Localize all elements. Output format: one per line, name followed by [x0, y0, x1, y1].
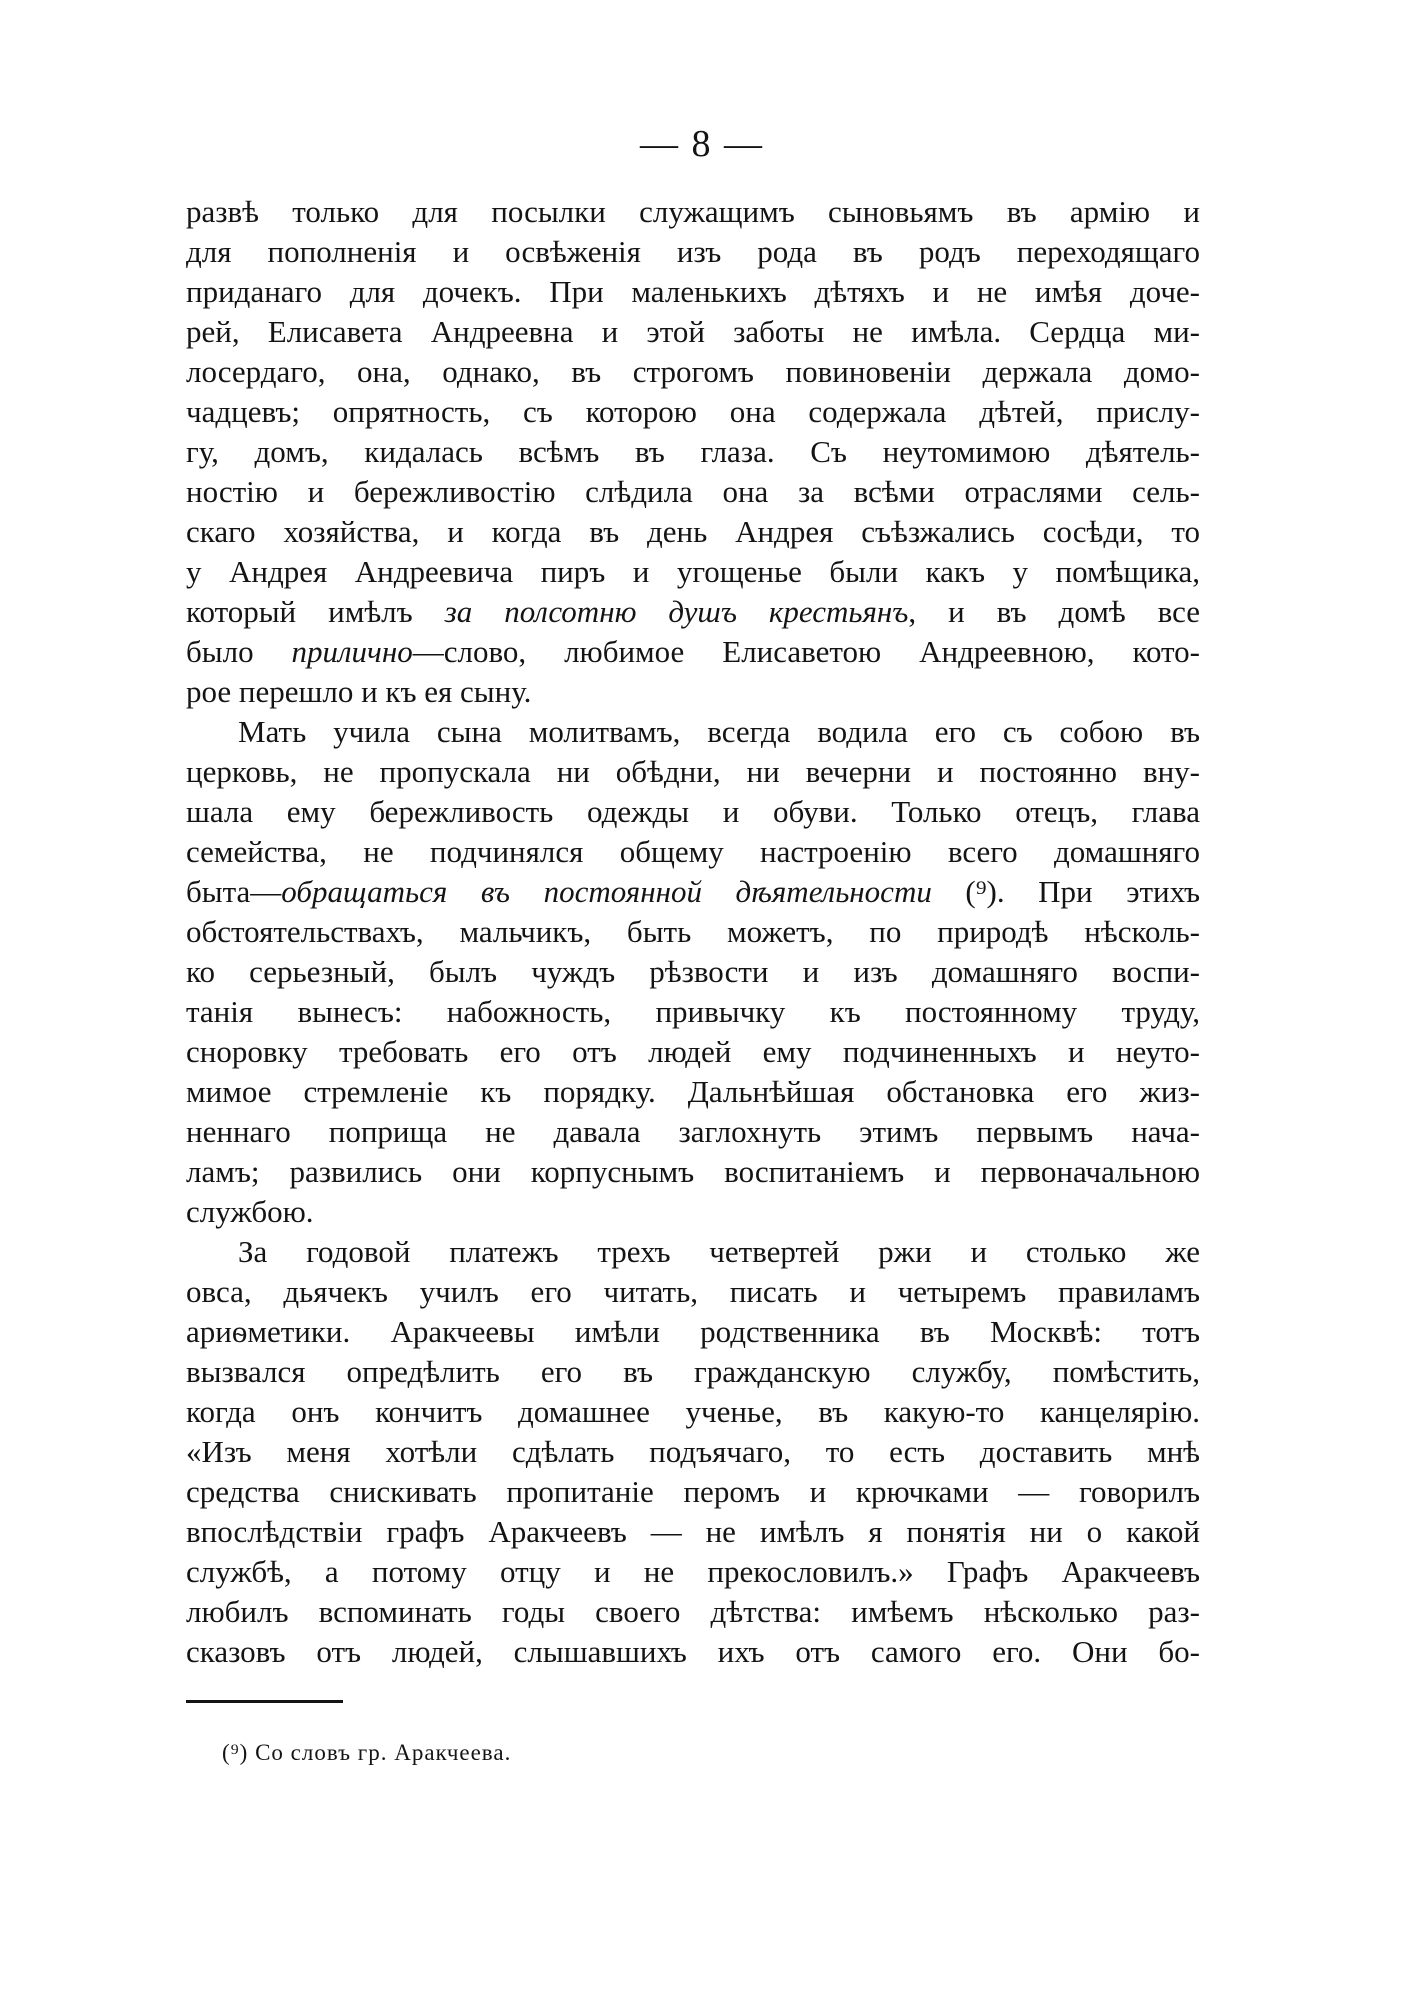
- text-segment: было: [186, 634, 292, 669]
- text-line: рое перешло и къ ея сыну.: [186, 674, 532, 709]
- text-line: лосердаго, она, однако, въ строгомъ повиновеніи держала домо-: [186, 354, 1200, 389]
- text-line: ариѳметики. Аракчеевы имѣли родственника въ Москвѣ: тотъ: [186, 1314, 1200, 1349]
- text-line: ламъ; развились они корпуснымъ воспитаніемъ и первоначальною: [186, 1154, 1200, 1189]
- text-line: рей, Елисавета Андреевна и этой заботы не имѣла. Сердца ми-: [186, 314, 1200, 349]
- italic-phrase: прилично: [291, 634, 413, 669]
- text-line: службѣ, а потому отцу и не прекословилъ.» Графъ Аракчеевъ: [186, 1554, 1200, 1589]
- italic-phrase: обращаться въ постоянной дѣятельности: [281, 874, 932, 909]
- text-line: сноровку требовать его отъ людей ему подчиненныхъ и неуто-: [186, 1034, 1200, 1069]
- text-line: шала ему бережливость одежды и обуви. Только отецъ, глава: [186, 794, 1200, 829]
- text-line: любилъ вспоминать годы своего дѣтства: имѣемъ нѣсколько раз-: [186, 1594, 1200, 1629]
- text-line: службою.: [186, 1194, 314, 1229]
- text-line: впослѣдствіи графъ Аракчеевъ — не имѣлъ я понятія ни о какой: [186, 1514, 1200, 1549]
- text-line: овса, дьячекъ училъ его читать, писать и четыремъ правиламъ: [186, 1274, 1200, 1309]
- text-segment: быта—: [186, 874, 282, 909]
- text-line: средства снискивать пропитаніе перомъ и крючками — говорилъ: [186, 1474, 1200, 1509]
- text-segment: —слово, любимое Елисаветою Андреевною, кото-: [412, 634, 1201, 669]
- text-line: чадцевъ; опрятность, съ которою она содержала дѣтей, прислу-: [186, 394, 1200, 429]
- text-line: ностію и бережливостію слѣдила она за всѣми отраслями сель-: [186, 474, 1200, 509]
- italic-phrase: за полсотню душъ крестьянъ: [444, 594, 909, 629]
- text-segment: , и въ домѣ все: [908, 594, 1200, 629]
- text-line: [186, 632, 1200, 672]
- body-text: [186, 192, 1200, 1672]
- page-number: — 8 —: [640, 123, 764, 165]
- footnote-rule: [186, 1700, 343, 1703]
- text-line: церковь, не пропускала ни обѣдни, ни вечерни и постоянно вну-: [186, 754, 1200, 789]
- text-line: развѣ только для посылки служащимъ сыновьямъ въ армію и: [186, 194, 1200, 229]
- text-line: семейства, не подчинялся общему настроенію всего домашняго: [186, 834, 1200, 869]
- text-line: [186, 872, 1200, 912]
- text-segment: который имѣлъ: [186, 594, 445, 629]
- text-line: сказовъ отъ людей, слышавшихъ ихъ отъ самого его. Они бо-: [186, 1634, 1200, 1669]
- text-line: вызвался опредѣлить его въ гражданскую службу, помѣстить,: [186, 1354, 1200, 1389]
- text-line: [186, 592, 1200, 632]
- text-line: мимое стремленіе къ порядку. Дальнѣйшая обстановка его жиз-: [186, 1074, 1200, 1109]
- text-line: Мать учила сына молитвамъ, всегда водила его съ собою въ: [238, 714, 1200, 749]
- text-segment: (⁹). При этихъ: [931, 874, 1200, 909]
- text-line: танія вынесъ: набожность, привычку къ постоянному труду,: [186, 994, 1200, 1029]
- text-line: скаго хозяйства, и когда въ день Андрея съѣзжались сосѣди, то: [186, 514, 1200, 549]
- text-line: для пополненія и освѣженія изъ рода въ родъ переходящаго: [186, 234, 1200, 269]
- footnote: (⁹) Со словъ гр. Аракчеева.: [222, 1740, 512, 1765]
- text-line: неннаго поприща не давала заглохнуть этимъ первымъ нача-: [186, 1114, 1200, 1149]
- text-line: За годовой платежъ трехъ четвертей ржи и столько же: [238, 1234, 1200, 1269]
- text-line: у Андрея Андреевича пиръ и угощенье были какъ у помѣщика,: [186, 554, 1200, 589]
- text-line: ко серьезный, былъ чуждъ рѣзвости и изъ домашняго воспи-: [186, 954, 1200, 989]
- text-line: обстоятельствахъ, мальчикъ, быть можетъ, по природѣ нѣсколь-: [186, 914, 1200, 949]
- text-line: гу, домъ, кидалась всѣмъ въ глаза. Съ неутомимою дѣятель-: [186, 434, 1200, 469]
- text-line: приданаго для дочекъ. При маленькихъ дѣтяхъ и не имѣя доче-: [186, 274, 1200, 309]
- text-line: когда онъ кончитъ домашнее ученье, въ какую-то канцелярію.: [186, 1394, 1200, 1429]
- text-line: «Изъ меня хотѣли сдѣлать подъячаго, то есть доставить мнѣ: [186, 1434, 1200, 1469]
